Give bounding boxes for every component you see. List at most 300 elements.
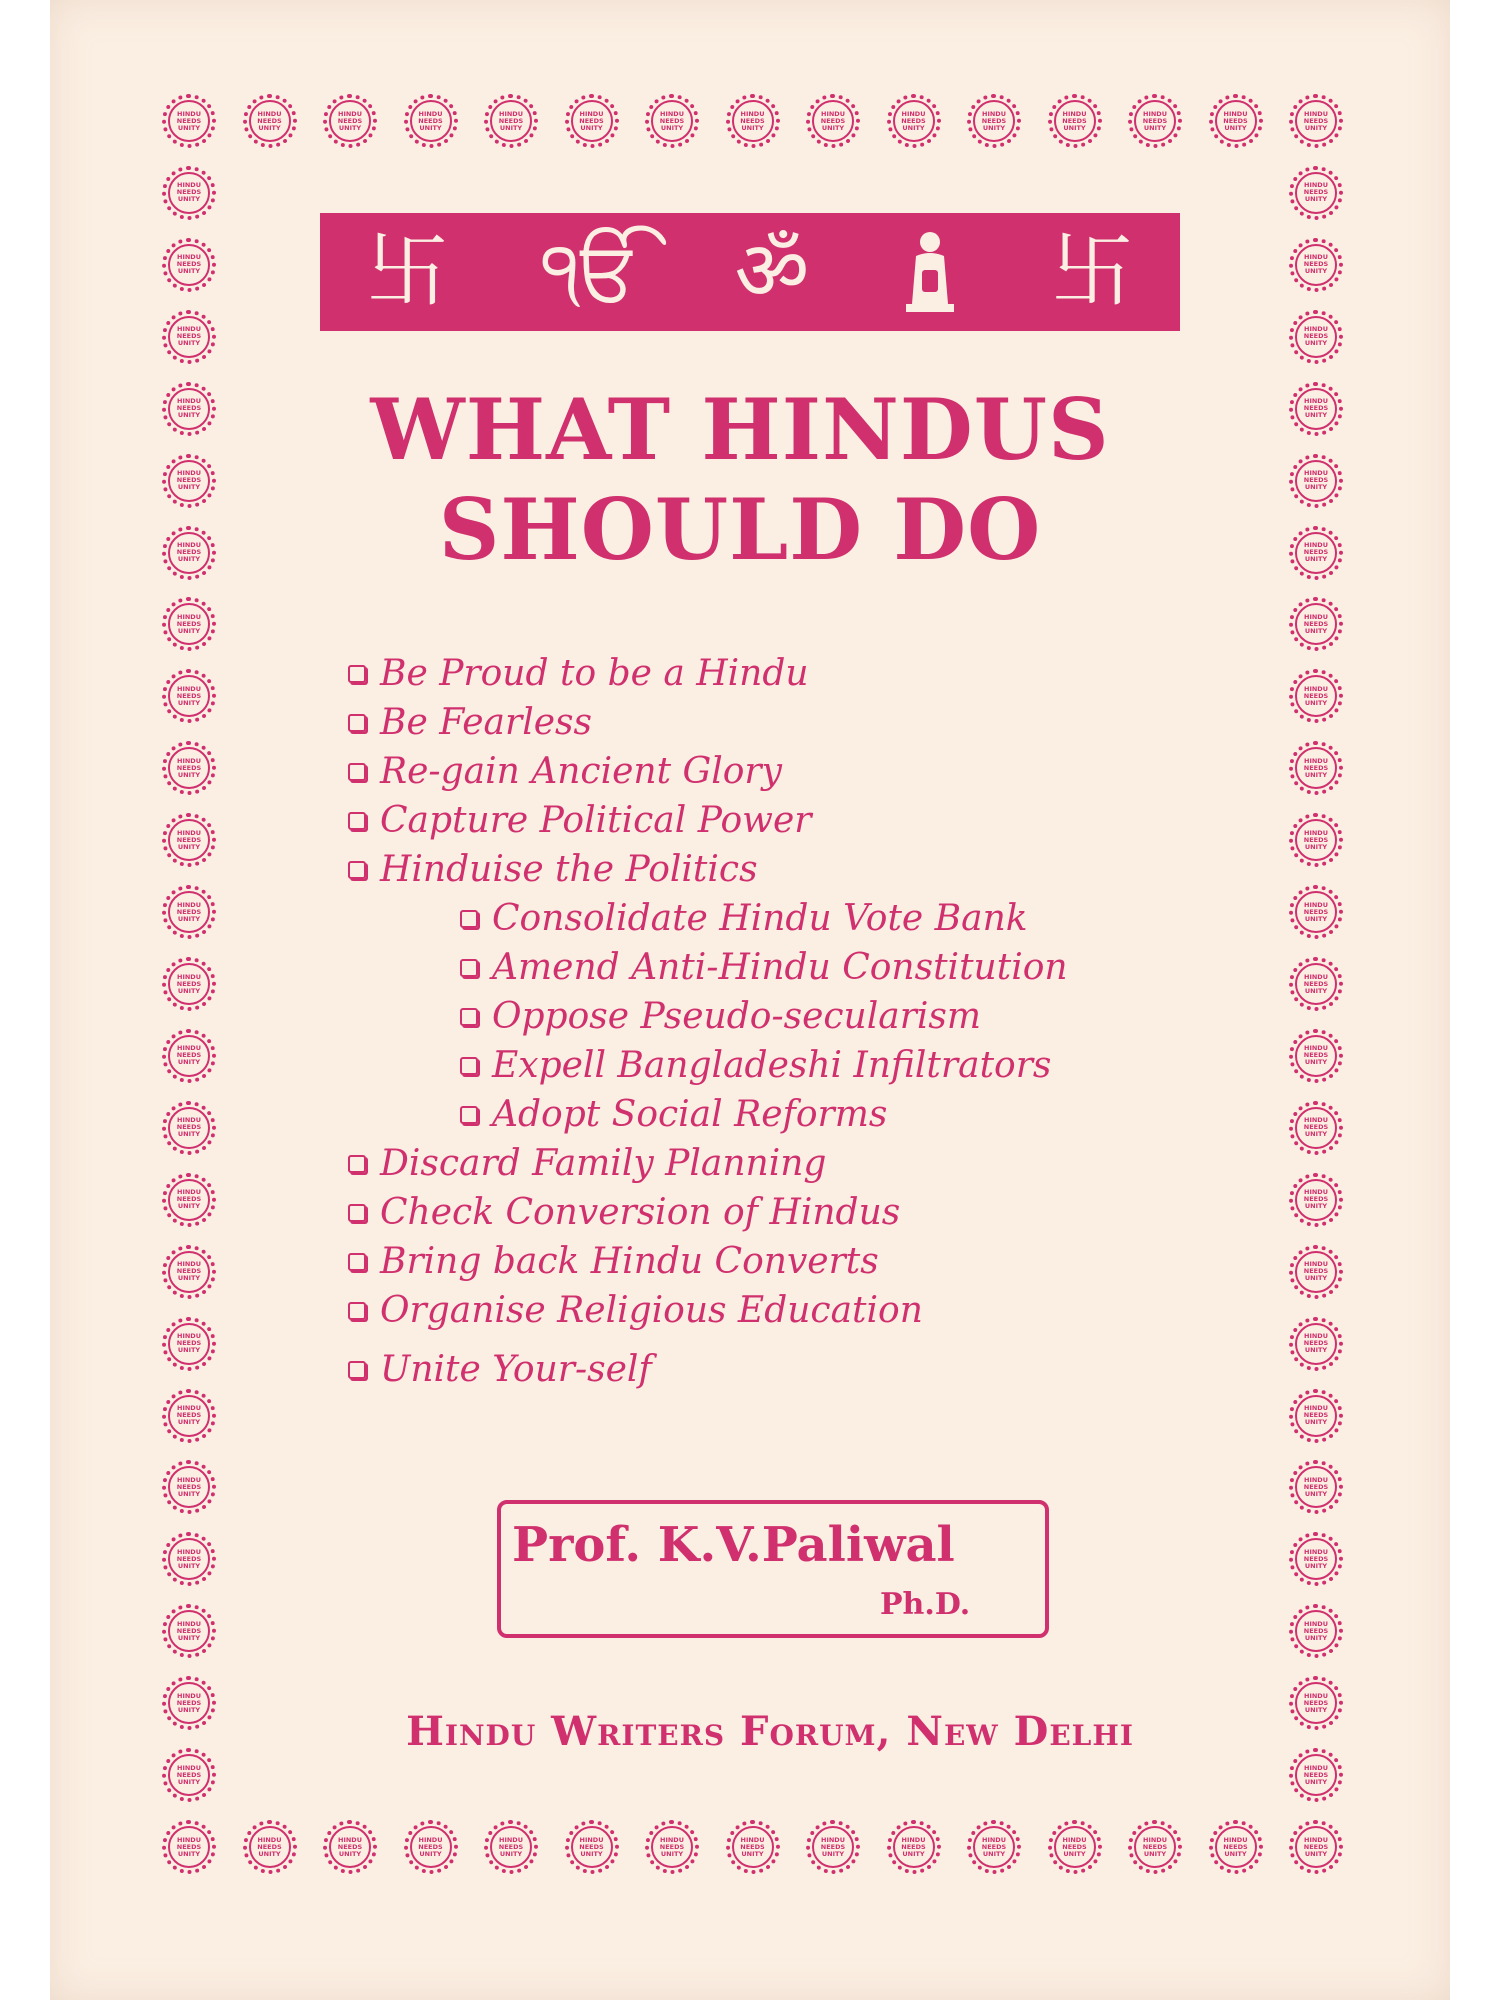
- medallion-word: NEEDS: [176, 1411, 202, 1419]
- medallion-word: HINDU: [1143, 109, 1167, 118]
- hindu-needs-unity-medallion: [162, 94, 216, 148]
- medallion-word: HINDU: [1304, 1332, 1328, 1341]
- medallion-word: NEEDS: [1303, 763, 1329, 772]
- medallion-text: [1215, 100, 1257, 142]
- medallion-text: [1295, 747, 1337, 789]
- medallion-text: [1295, 100, 1337, 142]
- medallion-word: UNITY: [741, 1849, 764, 1858]
- hindu-needs-unity-medallion: [1289, 166, 1343, 220]
- medallion-text: [410, 100, 452, 142]
- hindu-needs-unity-medallion: [1048, 94, 1102, 148]
- medallion-text: [1295, 244, 1337, 286]
- medallion-word: UNITY: [177, 770, 201, 779]
- medallion-text: [168, 532, 210, 574]
- medallion-word: UNITY: [1063, 1849, 1086, 1858]
- medallion-word: HINDU: [257, 1835, 282, 1844]
- medallion-word: UNITY: [499, 1849, 523, 1858]
- medallion-text: [973, 1826, 1015, 1868]
- hindu-needs-unity-medallion: [645, 94, 699, 148]
- medallion-text: [168, 1682, 210, 1724]
- medallion-word: HINDU: [1304, 181, 1328, 190]
- medallion-word: HINDU: [418, 109, 443, 118]
- medallion-word: UNITY: [499, 123, 523, 132]
- list-item: Hinduise the Politics: [348, 848, 758, 892]
- list-item: Check Conversion of Hindus: [348, 1191, 900, 1235]
- medallion-word: HINDU: [1304, 972, 1328, 981]
- list-item: Capture Political Power: [348, 799, 811, 843]
- hindu-needs-unity-medallion: [243, 94, 297, 148]
- medallion-word: NEEDS: [1303, 404, 1329, 413]
- hindu-needs-unity-medallion: [1289, 885, 1343, 939]
- medallion-word: HINDU: [177, 1763, 201, 1772]
- hindu-needs-unity-medallion: [404, 1820, 458, 1874]
- medallion-text: [1295, 1179, 1337, 1221]
- medallion-word: UNITY: [1304, 986, 1328, 995]
- medallion-word: HINDU: [177, 1835, 201, 1844]
- medallion-word: UNITY: [258, 1849, 281, 1858]
- medallion-word: HINDU: [1062, 109, 1087, 118]
- medallion-text: [571, 1826, 613, 1868]
- medallion-word: UNITY: [177, 1777, 201, 1786]
- medallion-word: HINDU: [177, 469, 201, 478]
- medallion-word: HINDU: [177, 1116, 201, 1125]
- hindu-needs-unity-medallion: [162, 1460, 216, 1514]
- hindu-needs-unity-medallion: [1289, 669, 1343, 723]
- medallion-word: NEEDS: [176, 404, 202, 413]
- medallion-word: HINDU: [177, 1475, 201, 1484]
- medallion-text: [893, 100, 935, 142]
- hindu-needs-unity-medallion: [162, 1317, 216, 1371]
- medallion-word: UNITY: [1304, 1202, 1328, 1211]
- hindu-needs-unity-medallion: [806, 1820, 860, 1874]
- list-item: Bring back Hindu Converts: [348, 1240, 879, 1284]
- medallion-word: NEEDS: [337, 1842, 363, 1851]
- medallion-word: NEEDS: [579, 1842, 604, 1851]
- hindu-needs-unity-medallion: [162, 1389, 216, 1443]
- medallion-text: [1295, 1107, 1337, 1149]
- medallion-word: UNITY: [1304, 1418, 1328, 1426]
- medallion-text: [1295, 1251, 1337, 1293]
- medallion-word: HINDU: [1304, 469, 1328, 478]
- medallion-word: HINDU: [1304, 756, 1328, 765]
- hindu-needs-unity-medallion: [967, 94, 1021, 148]
- medallion-word: UNITY: [1304, 914, 1328, 923]
- medallion-text: [1295, 532, 1337, 574]
- medallion-word: NEEDS: [176, 476, 202, 485]
- list-item: Re-gain Ancient Glory: [348, 750, 782, 794]
- medallion-word: UNITY: [177, 1633, 201, 1642]
- medallion-word: NEEDS: [337, 116, 363, 125]
- jain-idol-icon: [902, 230, 958, 314]
- medallion-word: HINDU: [1304, 541, 1328, 549]
- author-degree: Ph.D.: [880, 1587, 971, 1622]
- hindu-needs-unity-medallion: [162, 1820, 216, 1874]
- medallion-word: NEEDS: [1223, 1842, 1248, 1851]
- medallion-text: [168, 1395, 210, 1437]
- medallion-text: [812, 1826, 854, 1868]
- medallion-word: NEEDS: [176, 1267, 202, 1276]
- medallion-word: UNITY: [177, 1849, 201, 1858]
- hindu-needs-unity-medallion: [162, 382, 216, 436]
- hindu-needs-unity-medallion: [1289, 1604, 1343, 1658]
- medallion-text: [1295, 1395, 1337, 1437]
- medallion-text: [1295, 1323, 1337, 1365]
- hindu-needs-unity-medallion: [1289, 94, 1343, 148]
- medallion-text: [651, 1826, 693, 1868]
- medallion-word: HINDU: [1304, 900, 1328, 909]
- medallion-word: NEEDS: [1303, 1267, 1329, 1276]
- medallion-text: [893, 1826, 935, 1868]
- medallion-text: [329, 100, 371, 142]
- medallion-word: NEEDS: [176, 1482, 202, 1491]
- hindu-needs-unity-medallion: [162, 1245, 216, 1299]
- medallion-word: NEEDS: [1303, 116, 1329, 125]
- medallion-word: HINDU: [499, 109, 523, 118]
- medallion-word: NEEDS: [1303, 1051, 1329, 1060]
- medallion-word: HINDU: [1304, 1691, 1328, 1700]
- medallion-word: NEEDS: [176, 1554, 202, 1563]
- medallion-word: NEEDS: [1303, 619, 1329, 628]
- medallion-text: [1134, 100, 1176, 142]
- medallion-word: NEEDS: [176, 1195, 202, 1204]
- medallion-word: NEEDS: [176, 1698, 202, 1707]
- hindu-needs-unity-medallion: [1128, 94, 1182, 148]
- medallion-word: UNITY: [177, 411, 201, 420]
- hindu-needs-unity-medallion: [1289, 1317, 1343, 1371]
- checkbox-icon: [460, 959, 478, 977]
- medallion-word: UNITY: [580, 123, 603, 132]
- medallion-word: NEEDS: [418, 116, 443, 125]
- medallion-word: HINDU: [982, 109, 1006, 118]
- medallion-word: UNITY: [1304, 339, 1328, 348]
- sub-list-item: Adopt Social Reforms: [460, 1093, 887, 1137]
- medallion-word: HINDU: [177, 972, 201, 981]
- sub-list-item: Expell Bangladeshi Infiltrators: [460, 1044, 1051, 1088]
- om-icon: ॐ: [734, 224, 810, 319]
- checkbox-icon: [348, 1253, 366, 1271]
- medallion-word: UNITY: [902, 123, 925, 132]
- hindu-needs-unity-medallion: [1128, 1820, 1182, 1874]
- medallion-text: [1054, 1826, 1096, 1868]
- medallion-word: NEEDS: [1303, 332, 1329, 341]
- checkbox-icon: [460, 1008, 478, 1026]
- medallion-word: UNITY: [177, 1418, 201, 1426]
- medallion-word: UNITY: [1304, 555, 1328, 563]
- medallion-word: HINDU: [177, 541, 201, 549]
- medallion-text: [812, 100, 854, 142]
- medallion-word: UNITY: [177, 483, 201, 492]
- medallion-word: HINDU: [177, 325, 201, 334]
- medallion-word: UNITY: [1143, 123, 1167, 132]
- medallion-word: HINDU: [1143, 1835, 1167, 1844]
- hindu-needs-unity-medallion: [887, 1820, 941, 1874]
- hindu-needs-unity-medallion: [1289, 1173, 1343, 1227]
- medallion-word: UNITY: [1304, 698, 1328, 707]
- medallion-word: HINDU: [177, 1619, 201, 1628]
- medallion-word: UNITY: [177, 1489, 201, 1498]
- medallion-word: NEEDS: [176, 1626, 202, 1635]
- medallion-word: UNITY: [177, 1202, 201, 1211]
- hindu-needs-unity-medallion: [1289, 1389, 1343, 1443]
- hindu-needs-unity-medallion: [1289, 813, 1343, 867]
- medallion-word: HINDU: [740, 109, 765, 118]
- medallion-word: NEEDS: [820, 1842, 846, 1851]
- book-title: [290, 380, 1190, 580]
- medallion-word: NEEDS: [176, 763, 202, 772]
- medallion-word: HINDU: [177, 900, 201, 909]
- medallion-word: HINDU: [177, 1332, 201, 1341]
- medallion-text: [168, 172, 210, 214]
- medallion-text: [168, 819, 210, 861]
- medallion-text: [1295, 388, 1337, 430]
- medallion-word: NEEDS: [1303, 188, 1329, 197]
- medallion-word: NEEDS: [176, 979, 202, 988]
- medallion-text: [168, 244, 210, 286]
- medallion-word: HINDU: [1304, 109, 1328, 118]
- medallion-word: UNITY: [419, 1849, 442, 1858]
- hindu-needs-unity-medallion: [1289, 1029, 1343, 1083]
- hindu-needs-unity-medallion: [162, 166, 216, 220]
- checkbox-icon: [348, 763, 366, 781]
- hindu-needs-unity-medallion: [162, 454, 216, 508]
- medallion-word: HINDU: [1304, 1044, 1328, 1053]
- medallion-word: HINDU: [177, 1188, 201, 1197]
- medallion-text: [168, 1107, 210, 1149]
- swastika-icon: 卐: [366, 224, 449, 319]
- checkbox-icon: [460, 910, 478, 928]
- medallion-word: NEEDS: [1062, 1842, 1087, 1851]
- medallion-word: HINDU: [1304, 397, 1328, 406]
- checkbox-icon: [348, 1204, 366, 1222]
- medallion-word: UNITY: [1224, 123, 1247, 132]
- medallion-word: UNITY: [177, 914, 201, 923]
- hindu-needs-unity-medallion: [1048, 1820, 1102, 1874]
- medallion-word: NEEDS: [176, 1339, 202, 1348]
- medallion-word: HINDU: [1304, 253, 1328, 262]
- medallion-word: UNITY: [1304, 411, 1328, 420]
- medallion-text: [1295, 819, 1337, 861]
- hindu-needs-unity-medallion: [484, 1820, 538, 1874]
- medallion-text: [1295, 1610, 1337, 1652]
- religious-symbols-banner: [320, 213, 1180, 331]
- medallion-text: [168, 1251, 210, 1293]
- hindu-needs-unity-medallion: [1289, 238, 1343, 292]
- medallion-word: HINDU: [177, 181, 201, 190]
- medallion-text: [1295, 1826, 1337, 1868]
- medallion-word: HINDU: [177, 1404, 201, 1412]
- hindu-needs-unity-medallion: [162, 238, 216, 292]
- medallion-word: HINDU: [1223, 1835, 1248, 1844]
- hindu-needs-unity-medallion: [1289, 1460, 1343, 1514]
- medallion-word: HINDU: [177, 109, 201, 118]
- medallion-word: NEEDS: [257, 116, 282, 125]
- medallion-word: UNITY: [1143, 1849, 1167, 1858]
- medallion-word: NEEDS: [579, 116, 604, 125]
- medallion-word: UNITY: [177, 267, 201, 276]
- medallion-word: NEEDS: [1303, 1770, 1329, 1779]
- hindu-needs-unity-medallion: [162, 597, 216, 651]
- medallion-text: [1295, 460, 1337, 502]
- medallion-word: UNITY: [660, 123, 684, 132]
- medallion-word: NEEDS: [1303, 1626, 1329, 1635]
- medallion-word: HINDU: [177, 397, 201, 406]
- medallion-word: UNITY: [1304, 1489, 1328, 1498]
- sub-list-item: Oppose Pseudo-secularism: [460, 995, 981, 1039]
- medallion-word: UNITY: [580, 1849, 603, 1858]
- medallion-word: HINDU: [901, 1835, 926, 1844]
- medallion-word: NEEDS: [176, 691, 202, 700]
- medallion-word: HINDU: [499, 1835, 523, 1844]
- sub-list-item: Consolidate Hindu Vote Bank: [460, 897, 1028, 941]
- medallion-word: UNITY: [1304, 1274, 1328, 1283]
- medallion-word: NEEDS: [740, 116, 765, 125]
- medallion-text: [1295, 963, 1337, 1005]
- medallion-word: UNITY: [1063, 123, 1086, 132]
- title-line-1: WHAT HINDUS: [370, 380, 1110, 479]
- medallion-word: NEEDS: [176, 1842, 202, 1851]
- medallion-word: HINDU: [1304, 325, 1328, 334]
- hindu-needs-unity-medallion: [887, 94, 941, 148]
- hindu-needs-unity-medallion: [323, 94, 377, 148]
- medallion-word: NEEDS: [418, 1842, 443, 1851]
- medallion-text: [329, 1826, 371, 1868]
- hindu-needs-unity-medallion: [162, 310, 216, 364]
- medallion-word: UNITY: [1224, 1849, 1247, 1858]
- medallion-word: UNITY: [1304, 1058, 1328, 1067]
- medallion-word: HINDU: [1062, 1835, 1087, 1844]
- title-line-2: SHOULD DO: [438, 480, 1042, 579]
- hindu-needs-unity-medallion: [162, 1748, 216, 1802]
- hindu-needs-unity-medallion: [1209, 1820, 1263, 1874]
- hindu-needs-unity-medallion: [1289, 957, 1343, 1011]
- medallion-text: [732, 1826, 774, 1868]
- medallion-text: [1295, 891, 1337, 933]
- medallion-word: NEEDS: [176, 835, 202, 844]
- medallion-text: [249, 1826, 291, 1868]
- hindu-needs-unity-medallion: [967, 1820, 1021, 1874]
- medallion-word: NEEDS: [176, 260, 202, 269]
- medallion-word: UNITY: [1304, 626, 1328, 635]
- hindu-needs-unity-medallion: [1209, 94, 1263, 148]
- hindu-needs-unity-medallion: [162, 1029, 216, 1083]
- hindu-needs-unity-medallion: [565, 94, 619, 148]
- medallion-text: [168, 1035, 210, 1077]
- medallion-word: UNITY: [177, 626, 201, 635]
- checkbox-icon: [348, 861, 366, 879]
- medallion-word: NEEDS: [176, 1770, 202, 1779]
- medallion-text: [973, 100, 1015, 142]
- medallion-text: [1295, 1035, 1337, 1077]
- medallion-text: [168, 460, 210, 502]
- list-item: Be Fearless: [348, 701, 592, 745]
- medallion-word: UNITY: [177, 842, 201, 851]
- medallion-word: HINDU: [338, 109, 362, 118]
- medallion-word: NEEDS: [498, 116, 524, 125]
- medallion-word: HINDU: [1304, 612, 1328, 621]
- medallion-word: NEEDS: [1303, 1339, 1329, 1348]
- checkbox-icon: [460, 1106, 478, 1124]
- publisher-line: Hindu Writers Forum, New Delhi: [406, 1708, 1134, 1755]
- hindu-needs-unity-medallion: [162, 885, 216, 939]
- checkbox-icon: [348, 1302, 366, 1320]
- checkbox-icon: [460, 1057, 478, 1075]
- medallion-text: [168, 747, 210, 789]
- medallion-word: NEEDS: [176, 332, 202, 341]
- medallion-word: UNITY: [338, 123, 362, 132]
- hindu-needs-unity-medallion: [162, 1101, 216, 1155]
- medallion-word: HINDU: [1304, 1475, 1328, 1484]
- medallion-text: [168, 963, 210, 1005]
- medallion-word: NEEDS: [257, 1842, 282, 1851]
- list-item: Be Proud to be a Hindu: [348, 652, 809, 696]
- medallion-word: NEEDS: [1142, 116, 1168, 125]
- medallion-text: [732, 100, 774, 142]
- medallion-word: HINDU: [1304, 1188, 1328, 1197]
- hindu-needs-unity-medallion: [565, 1820, 619, 1874]
- checkbox-icon: [348, 1361, 366, 1379]
- medallion-word: UNITY: [1304, 1346, 1328, 1355]
- medallion-word: HINDU: [1304, 1260, 1328, 1269]
- medallion-word: NEEDS: [1303, 1195, 1329, 1204]
- medallion-word: UNITY: [1304, 1633, 1328, 1642]
- medallion-word: NEEDS: [498, 1842, 524, 1851]
- medallion-word: NEEDS: [1223, 116, 1248, 125]
- medallion-word: UNITY: [1304, 267, 1328, 276]
- medallion-word: HINDU: [177, 612, 201, 621]
- hindu-needs-unity-medallion: [1289, 1245, 1343, 1299]
- medallion-word: NEEDS: [659, 116, 685, 125]
- medallion-word: HINDU: [1304, 1619, 1328, 1628]
- medallion-word: NEEDS: [740, 1842, 765, 1851]
- hindu-needs-unity-medallion: [162, 1173, 216, 1227]
- checkbox-icon: [348, 714, 366, 732]
- medallion-word: HINDU: [177, 1260, 201, 1269]
- medallion-word: HINDU: [660, 1835, 684, 1844]
- hindu-needs-unity-medallion: [1289, 1101, 1343, 1155]
- medallion-word: HINDU: [1304, 1404, 1328, 1412]
- medallion-word: HINDU: [579, 1835, 604, 1844]
- author-name: Prof. K.V.Paliwal: [512, 1517, 955, 1573]
- medallion-word: NEEDS: [659, 1842, 685, 1851]
- medallion-word: NEEDS: [981, 116, 1007, 125]
- list-item: Discard Family Planning: [348, 1142, 826, 1186]
- hindu-needs-unity-medallion: [162, 813, 216, 867]
- medallion-word: NEEDS: [901, 116, 926, 125]
- medallion-word: NEEDS: [176, 619, 202, 628]
- medallion-word: UNITY: [177, 339, 201, 348]
- medallion-word: HINDU: [338, 1835, 362, 1844]
- medallion-text: [490, 1826, 532, 1868]
- medallion-word: HINDU: [177, 1044, 201, 1053]
- hindu-needs-unity-medallion: [162, 1604, 216, 1658]
- medallion-word: HINDU: [177, 756, 201, 765]
- hindu-needs-unity-medallion: [243, 1820, 297, 1874]
- medallion-word: HINDU: [177, 253, 201, 262]
- medallion-word: UNITY: [982, 123, 1006, 132]
- medallion-text: [249, 100, 291, 142]
- medallion-word: UNITY: [1304, 1561, 1328, 1570]
- medallion-word: UNITY: [1304, 1130, 1328, 1139]
- hindu-needs-unity-medallion: [806, 94, 860, 148]
- medallion-word: NEEDS: [1303, 979, 1329, 988]
- medallion-word: HINDU: [1304, 1116, 1328, 1125]
- medallion-text: [571, 100, 613, 142]
- medallion-word: UNITY: [177, 195, 201, 204]
- medallion-word: HINDU: [1304, 1835, 1328, 1844]
- medallion-word: NEEDS: [1303, 1482, 1329, 1491]
- medallion-word: NEEDS: [1303, 260, 1329, 269]
- medallion-word: UNITY: [660, 1849, 684, 1858]
